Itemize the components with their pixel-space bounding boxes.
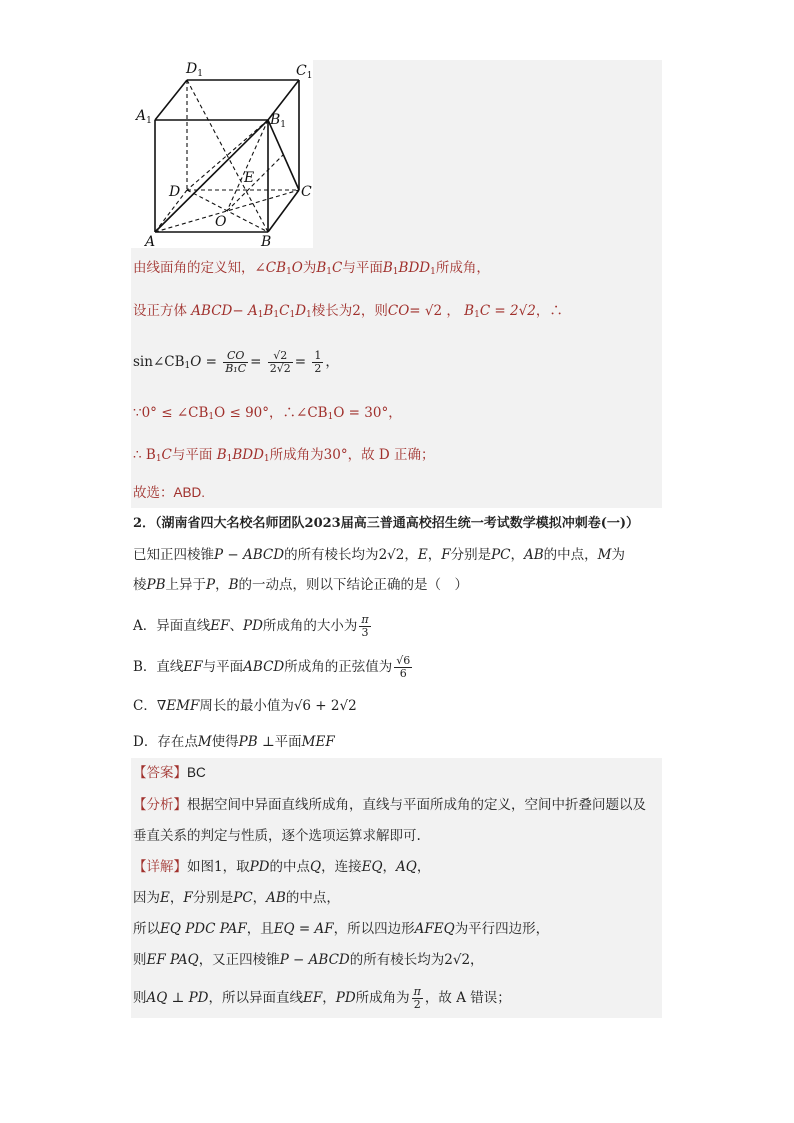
solution-line-1: 由线面角的定义知，$\angle CB_1O$为$B_1C$与平面$B_1BDD_1$所成角， (133, 260, 490, 277)
label-d1: $D_1$ (186, 61, 203, 79)
label-c: C (301, 184, 312, 200)
label-e: E (244, 170, 255, 186)
analysis-line-2: 垂直关系的判定与性质，逐个选项运算求解即可. (133, 828, 421, 844)
fraction-sqrt6-6: $\frac{√6}{6}$ (396, 654, 411, 680)
fraction-sqrt: $\frac{√2}{2√2}$ (269, 349, 291, 375)
fraction-pi-2: $\frac{\pi}{2}$ (413, 985, 421, 1011)
answer-line: 【答案】BC (133, 765, 206, 781)
detail-line-5: 则AQ ⊥ PD，所以异面直线EF，PD所成角为 $\frac{\pi}{2}$ ，故 A 错误； (133, 985, 511, 1011)
option-a: A．异面直线EF、PD所成角的大小为 $\frac{\pi}{3}$ (133, 613, 369, 639)
fraction-pi-3: $\frac{\pi}{3}$ (361, 613, 369, 639)
label-d: D (169, 184, 181, 200)
question-2-header: 2．（湖南省四大名校名师团队2023届高三普通高校招生统一考试数学模拟冲刺卷(一)） (133, 516, 640, 531)
detail-line-4: 则EF PAQ，又正四棱锥P − ABCD的所有棱长均为2√2， (133, 952, 484, 968)
option-b: B．直线EF与平面ABCD所成角的正弦值为 $\frac{√6}{6}$ (133, 654, 411, 680)
solution-line-6: 故选：ABD. (133, 485, 206, 500)
analysis-line-1: 【分析】根据空间中异面直线所成角，直线与平面所成角的定义，空间中折叠问题以及 (133, 797, 646, 813)
label-b: B (261, 234, 272, 248)
detail-line-2: 因为E，F分别是PC，AB的中点， (133, 890, 340, 906)
cube-figure (131, 60, 313, 248)
solution-line-4: ∵0° ≤ $\angle CB_1O \le 90^\circ$，$\therefore\angle CB_1O = 30^\circ$， (133, 405, 402, 422)
label-a: A (145, 234, 156, 248)
option-d: D．存在点M使得PB ⊥平面MEF (133, 734, 335, 750)
label-b1: $B_1$ (270, 112, 287, 130)
solution-line-3: $\sin\angle CB_1O$ = $\frac{CO}{\text{B₁C}}$ = $\frac{√2}{2√2}$ = $\frac{1}{2}$ ， (133, 349, 339, 375)
fraction-half: $\frac{1}{2}$ (314, 349, 322, 375)
detail-line-1: 【详解】如图1，取PD的中点Q，连接EQ，AQ， (133, 859, 431, 875)
question-2-stem-2: 棱PB上异于P，B的一动点，则以下结论正确的是（ ） (133, 577, 469, 593)
detail-line-3: 所以EQ PDC PAF，且EQ = AF，所以四边形AFEQ为平行四边形， (133, 921, 550, 937)
solution-line-2: 设正方体 ABCD− $A_1B_1C_1D_1$棱长为2，则CO= √2 ， $B_1C = 2√2$，∴ (133, 303, 563, 320)
label-o: O (215, 214, 227, 230)
question-2-stem-1: 已知正四棱锥P − ABCD的所有棱长均为2√2，E，F分别是PC，AB的中点，M为 (133, 547, 625, 563)
label-a1: $A_1$ (136, 108, 152, 126)
solution-line-5: ∴ $B_1C$与平面 $B_1BDD_1$所成角为30°，故 D 正确； (133, 447, 435, 464)
option-c: C．∇EMF周长的最小值为√6 + 2√2 (133, 698, 357, 714)
fraction-co: $\frac{CO}{\text{B₁C}}$ (225, 349, 247, 375)
label-c1: $C_1$ (296, 63, 313, 81)
